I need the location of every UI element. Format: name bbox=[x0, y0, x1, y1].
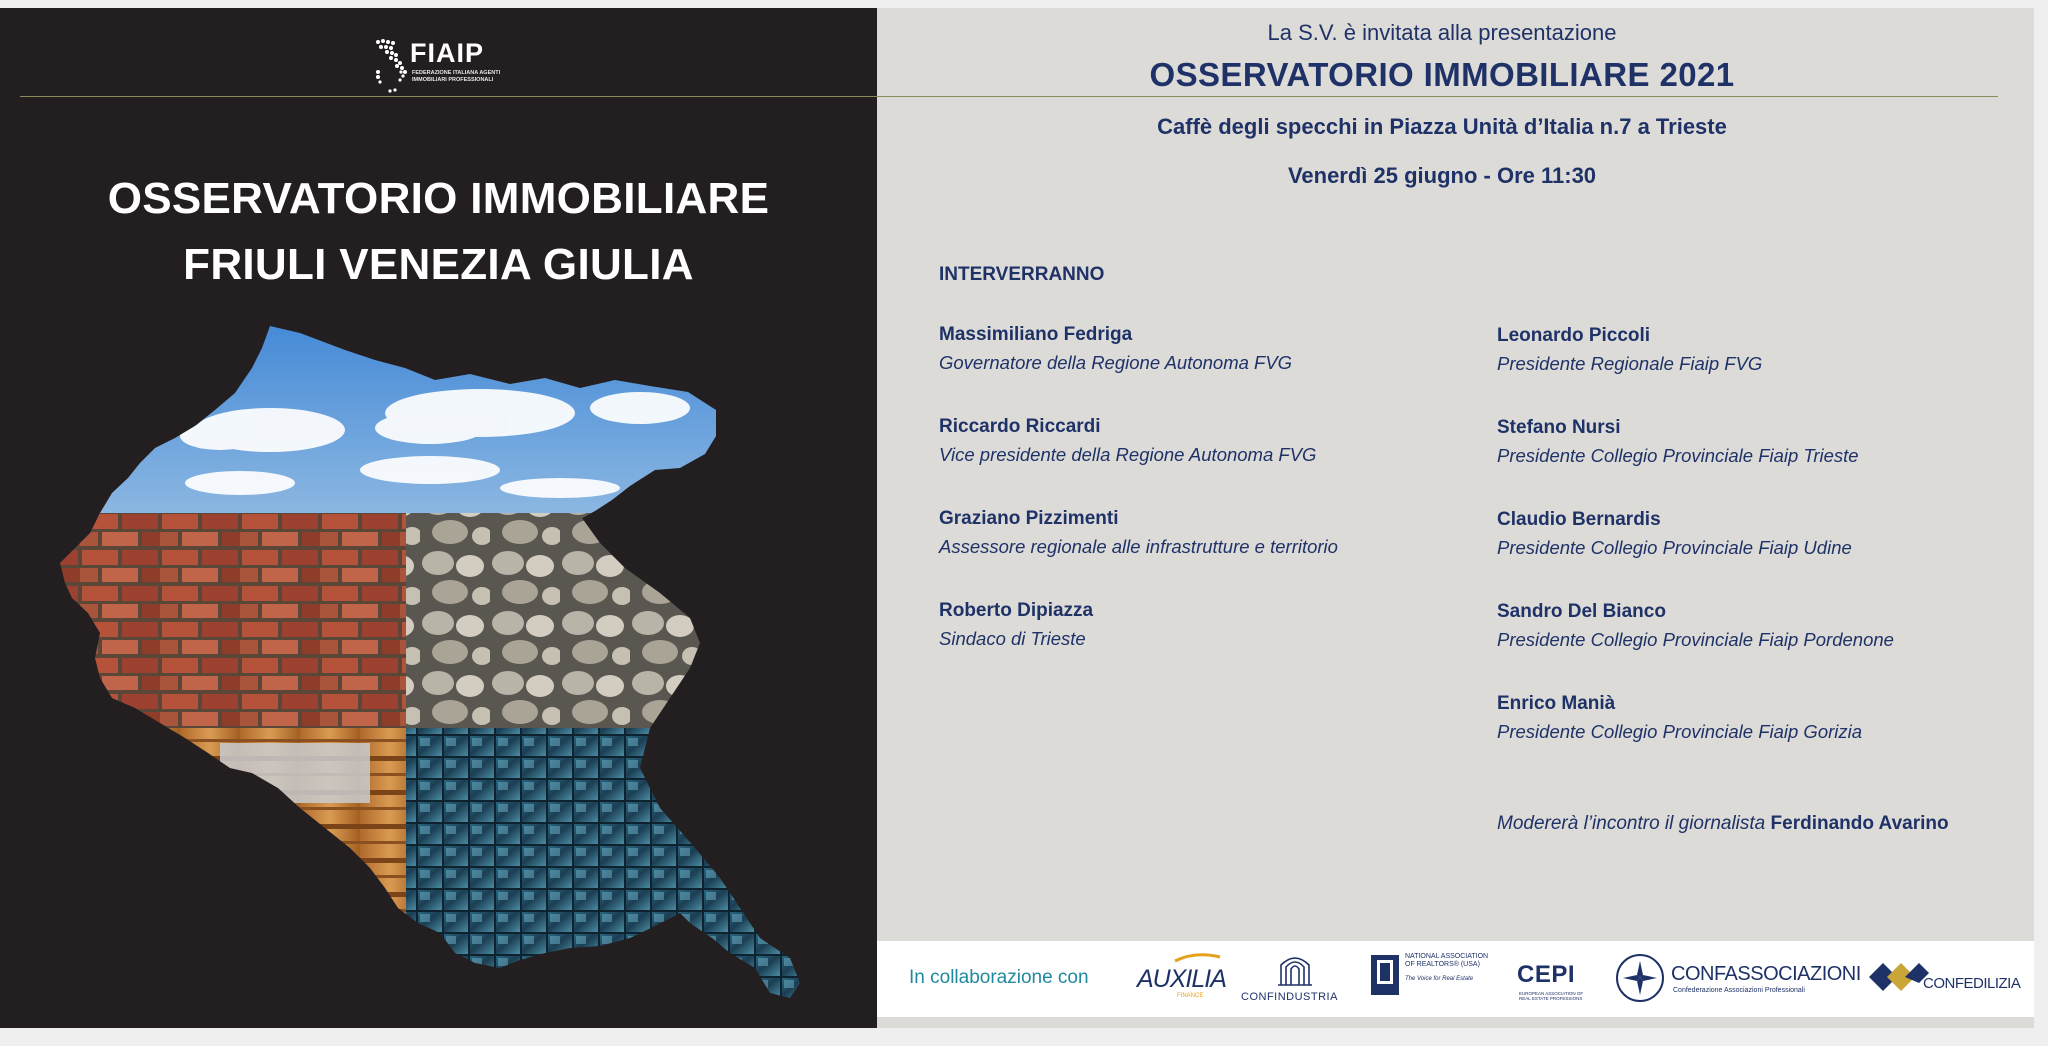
confindustria-logo bbox=[1241, 949, 1351, 1009]
speaker-role: Assessore regionale alle infrastrutture e territorio bbox=[939, 536, 1338, 557]
speaker-item bbox=[1497, 691, 1894, 783]
nar-tagline: The Voice for Real Estate bbox=[1405, 976, 1474, 982]
cepi-sub: EUROPEAN ASSOCIATION OF REAL ESTATE PROFESSIONS bbox=[1519, 991, 1584, 1001]
speaker-role: Presidente Collegio Provinciale Fiaip Udine bbox=[1497, 537, 1852, 558]
left-title-line1: OSSERVATORIO IMMOBILIARE bbox=[107, 174, 770, 223]
left-panel bbox=[0, 8, 877, 1028]
speaker-name: Sandro Del Bianco bbox=[1497, 601, 1666, 622]
event-venue: Caffè degli specchi in Piazza Unità d’Italia n.7 a Trieste bbox=[1157, 114, 1727, 139]
right-panel bbox=[877, 8, 2034, 1028]
cepi-logo bbox=[1515, 949, 1595, 1009]
confedilizia-name: CONFEDILIZIA bbox=[1923, 975, 2021, 992]
confassociazioni-name: CONFASSOCIAZIONI bbox=[1671, 963, 1861, 985]
speaker-item bbox=[939, 322, 1338, 414]
speaker-name: Leonardo Piccoli bbox=[1497, 325, 1651, 346]
moderator-line bbox=[1497, 813, 1949, 835]
speaker-item bbox=[1497, 415, 1894, 507]
speaker-item bbox=[939, 598, 1338, 690]
confassociazioni-star-icon bbox=[1615, 953, 1665, 1003]
speaker-role: Governatore della Regione Autonoma FVG bbox=[939, 352, 1293, 373]
auxilia-name: AUXILIA bbox=[1137, 965, 1226, 993]
speaker-name: Roberto Dipiazza bbox=[939, 600, 1094, 621]
speaker-role: Presidente Collegio Provinciale Fiaip Gorizia bbox=[1497, 721, 1863, 742]
speaker-item bbox=[939, 414, 1338, 506]
moderator-prefix: Modererà l’incontro il giornalista bbox=[1497, 813, 1766, 834]
speaker-role: Sindaco di Trieste bbox=[939, 628, 1086, 649]
confedilizia-emblem-icon bbox=[1867, 957, 1931, 997]
speaker-name: Stefano Nursi bbox=[1497, 417, 1621, 438]
speaker-item bbox=[1497, 507, 1894, 599]
auxilia-sub: FINANCE bbox=[1177, 993, 1204, 999]
speaker-role: Vice presidente della Regione Autonoma FVG bbox=[939, 444, 1317, 465]
sponsors-footer bbox=[877, 941, 2034, 1017]
speaker-name: Massimiliano Fedriga bbox=[939, 324, 1133, 345]
speaker-item bbox=[1497, 599, 1894, 691]
confedilizia-logo bbox=[1867, 949, 2021, 1009]
speaker-item bbox=[939, 506, 1338, 598]
event-title: OSSERVATORIO IMMOBILIARE 2021 bbox=[1149, 56, 1735, 93]
collab-label: In collaborazione con bbox=[909, 967, 1089, 988]
confindustria-name: CONFINDUSTRIA bbox=[1241, 991, 1338, 1003]
speakers-left-column bbox=[939, 322, 1338, 690]
nar-logo bbox=[1369, 949, 1499, 1009]
speakers-right-column bbox=[1497, 323, 1894, 783]
moderator-name: Ferdinando Avarino bbox=[1770, 813, 1949, 834]
fiaip-logo-subtitle: FEDERAZIONE ITALIANA AGENTI IMMOBILIARI PROFESSIONALI bbox=[412, 70, 501, 83]
speaker-role: Presidente Regionale Fiaip FVG bbox=[1497, 353, 1763, 374]
speaker-name: Graziano Pizzimenti bbox=[939, 508, 1119, 529]
speakers-heading: INTERVERRANNO bbox=[939, 264, 1105, 285]
realtor-r-icon bbox=[1371, 955, 1399, 995]
auxilia-logo bbox=[1135, 949, 1225, 1009]
speaker-role: Presidente Collegio Provinciale Fiaip Trieste bbox=[1497, 445, 1859, 466]
speaker-name: Claudio Bernardis bbox=[1497, 509, 1661, 530]
top-divider-rule bbox=[20, 96, 1998, 97]
speaker-role: Presidente Collegio Provinciale Fiaip Pordenone bbox=[1497, 629, 1894, 650]
invite-line: La S.V. è invitata alla presentazione bbox=[1267, 20, 1617, 45]
confassociazioni-logo bbox=[1615, 949, 1861, 1009]
event-date-time: Venerdì 25 giugno - Ore 11:30 bbox=[1287, 163, 1597, 188]
nar-name: NATIONAL ASSOCIATION OF REALTORS® (USA) bbox=[1405, 953, 1489, 968]
confassociazioni-sub: Confederazione Associazioni Professionali bbox=[1673, 987, 1805, 994]
fvg-region-map bbox=[0, 8, 877, 1028]
fiaip-logo-name: FIAIP bbox=[410, 38, 485, 68]
speaker-item bbox=[1497, 323, 1894, 415]
confindustria-emblem-icon bbox=[1275, 951, 1315, 989]
left-title-line2: FRIULI VENEZIA GIULIA bbox=[183, 240, 694, 289]
speaker-name: Enrico Manià bbox=[1497, 693, 1616, 714]
speaker-name: Riccardo Riccardi bbox=[939, 416, 1101, 437]
cepi-name: CEPI bbox=[1517, 961, 1576, 988]
